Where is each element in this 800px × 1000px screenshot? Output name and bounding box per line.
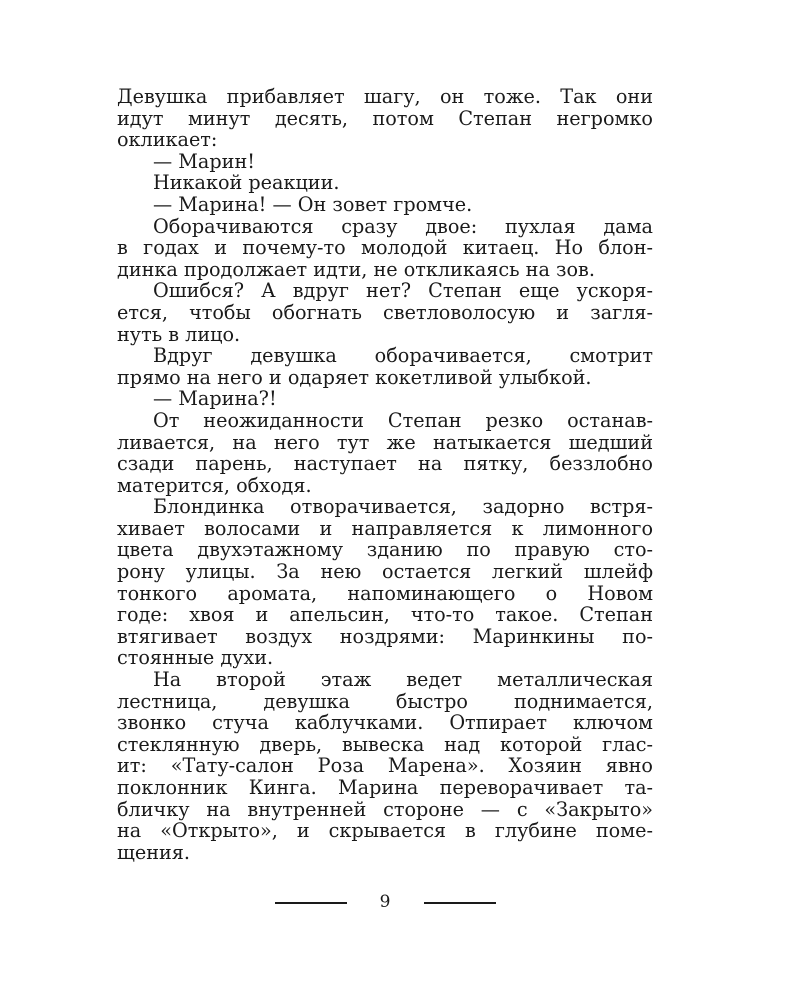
text-line: — Марин!: [153, 149, 255, 173]
text-line: сзади парень, наступает на пятку, беззлобно: [117, 452, 653, 476]
text-line: поклонник Кинга. Марина переворачивает та-: [117, 776, 653, 799]
text-line: на «Открыто», и скрывается в глубине поме-: [117, 819, 653, 843]
text-line: Оборачиваются сразу двое: пухлая дама: [153, 214, 653, 238]
text-line: На второй этаж ведет металлическая: [153, 668, 653, 692]
text-line: втягивает воздух ноздрями: Маринкины по-: [117, 624, 653, 648]
page-footer: [0, 890, 800, 914]
text-line: нуть в лицо.: [117, 322, 241, 346]
text-line: прямо на него и одаряет кокетливой улыбкой.: [117, 365, 592, 389]
text-line: Блондинка отворачивается, задорно встря-: [153, 495, 653, 519]
text-line: бличку на внутренней стороне — с «Закрыто»: [117, 797, 653, 821]
text-line: тонкого аромата, напоминающего о Новом: [117, 581, 653, 605]
text-line: динка продолжает идти, не откликаясь на зов.: [117, 257, 595, 281]
text-line: окликает:: [117, 128, 218, 152]
text-line: ит: «Тату-салон Роза Марена». Хозяин явно: [117, 754, 653, 778]
text-line: Девушка прибавляет шагу, он тоже. Так они: [117, 85, 653, 108]
footer-rule-right: [424, 902, 496, 904]
page-number: 9: [379, 892, 391, 912]
text-line: стоянные духи.: [117, 646, 274, 670]
text-line: стеклянную дверь, вывеска над которой глас-: [117, 732, 653, 756]
text-line: ливается, на него тут же натыкается шедший: [117, 430, 653, 454]
footer-rule-left: [275, 902, 347, 904]
text-line: Никакой реакции.: [153, 171, 340, 195]
text-line: лестница, девушка быстро поднимается,: [117, 689, 653, 713]
text-line: щения.: [117, 840, 190, 864]
text-line: хивает волосами и направляется к лимонного: [117, 516, 653, 540]
page-body-text: [117, 86, 653, 863]
text-line: в годах и почему-то молодой китаец. Но блон-: [117, 236, 653, 260]
text-line: От неожиданности Степан резко останав-: [153, 408, 653, 432]
text-line: звонко стуча каблучками. Отпирает ключом: [117, 711, 653, 735]
text-line: цвета двухэтажному зданию по правую сто-: [117, 538, 653, 562]
text-line: — Марина! — Он зовет громче.: [153, 192, 473, 216]
text-line: рону улицы. За нею остается легкий шлейф: [117, 560, 653, 584]
text-line: матерится, обходя.: [117, 473, 312, 497]
text-line: Вдруг девушка оборачивается, смотрит: [153, 344, 653, 368]
text-line: годе: хвоя и апельсин, что-то такое. Степан: [117, 603, 653, 627]
text-line: ется, чтобы обогнать светловолосую и загля-: [117, 300, 653, 324]
text-line: Ошибся? А вдруг нет? Степан еще ускоря-: [153, 279, 653, 303]
text-line: идут минут десять, потом Степан негромко: [117, 106, 653, 130]
text-line: — Марина?!: [153, 387, 277, 411]
